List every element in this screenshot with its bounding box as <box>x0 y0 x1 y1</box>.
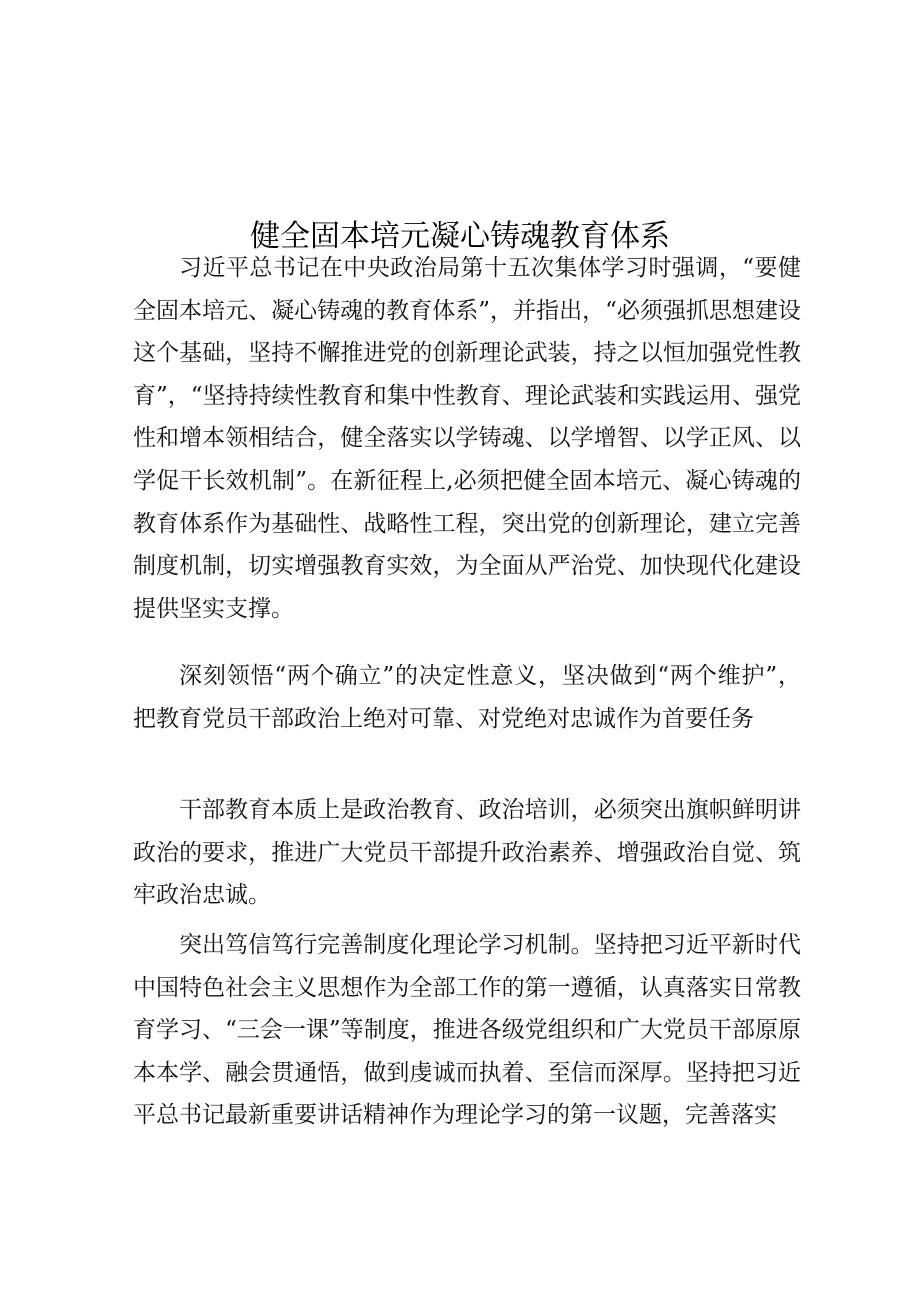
paragraph-2: 深刻领悟“两个确立”的决定性意义，坚决做到“两个维护”，把教育党员干部政治上绝对可靠、对党绝对忠诚作为首要任务 <box>133 663 801 732</box>
paragraph-1: 习近平总书记在中央政治局第十五次集体学习时强调，“要健全固本培元、凝心铸魂的教育体系”，并指出，“必须强抓思想建设这个基础，坚持不懈推进党的创新理论武装，持之以恒加强党性教育”，“坚持持续性教育和集中性教育、理论武装和实践运用、强党性和增本领相结合，健全落实以学铸魂、以学增智、以学正风、以学促干长效机制”。在新征程上,必须把健全固本培元、凝心铸魂的教育体系作为基础性、战略性工程，突出党的创新理论，建立完善制度机制，切实增强教育实效，为全面从严治党、加快现代化建设提供坚实支撑。 <box>133 255 801 622</box>
paragraph-4: 突出笃信笃行完善制度化理论学习机制。坚持把习近平新时代中国特色社会主义思想作为全部工作的第一遵循，认真落实日常教育学习、“三会一课”等制度，推进各级党组织和广大党员干部原原本本学、融会贯通悟，做到虔诚而执着、至信而深厚。坚持把习近平总书记最新重要讲话精神作为理论学习的第一议题，完善落实 <box>133 932 801 1129</box>
document-title: 健全固本培元凝心铸魂教育体系 <box>250 219 670 254</box>
paragraph-3: 干部教育本质上是政治教育、政治培训，必须突出旗帜鲜明讲政治的要求，推进广大党员干部提升政治素养、增强政治自觉、筑牢政治忠诚。 <box>133 797 801 909</box>
